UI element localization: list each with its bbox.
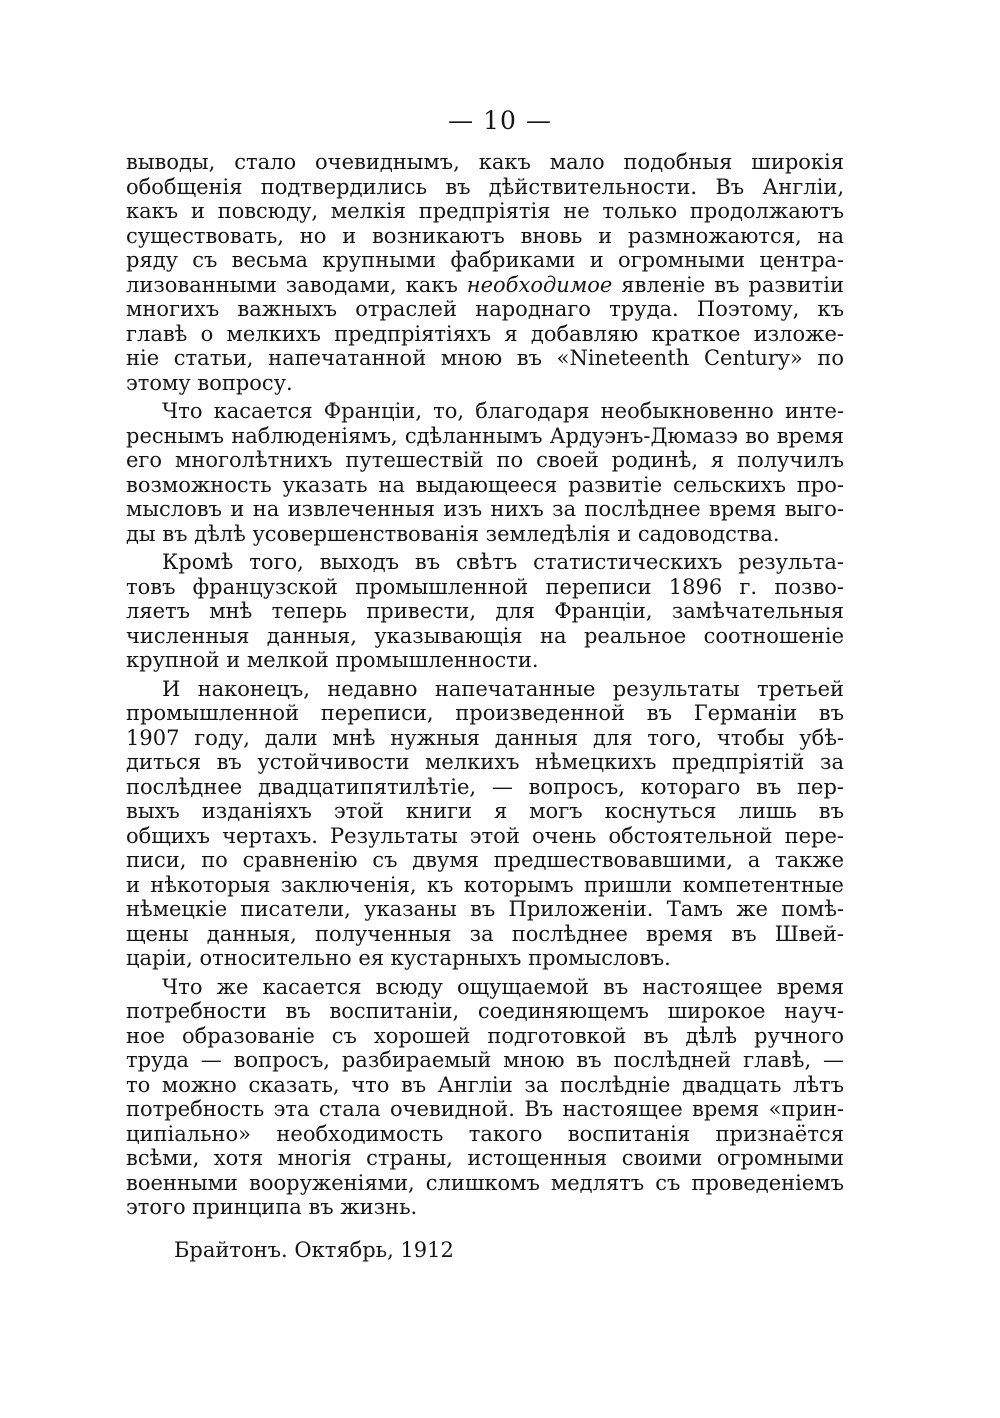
text-line: товъ французской промышленной переписи 1896 г. позво- <box>126 574 844 599</box>
text-line: писи, по сравненію съ двумя предшествовавшими, а также <box>126 848 844 872</box>
text-line: 1907 году, дали мнѣ нужныя данныя для того, чтобы убѣ- <box>126 725 844 750</box>
text-line: ды въ дѣлѣ усовершенствованія земледѣлія и садоводства. <box>126 521 780 546</box>
text-line: военными вооруженіями, слишкомъ медлятъ съ проведеніемъ <box>126 1170 844 1195</box>
text-line: послѣднее двадцатипятилѣтіе, — вопросъ, котораго въ пер- <box>126 774 844 799</box>
text-segment: лизованными заводами, какъ <box>126 272 467 297</box>
text-line: какъ и повсюду, мелкія предпріятія не только продолжаютъ <box>126 199 844 223</box>
text-line: крупной и мелкой промышленности. <box>126 648 539 672</box>
signature-place-date: Брайтонъ. Октябрь, 1912 <box>174 1238 454 1262</box>
emphasized-word: необходимое <box>466 272 613 297</box>
text-line: нѣмецкіе писатели, указаны въ Приложеніи. Тамъ же помѣ- <box>126 897 844 921</box>
text-line: царіи, относительно ея кустарныхъ промысловъ. <box>126 946 671 970</box>
text-line: этому вопросу. <box>126 370 293 395</box>
text-line: то можно сказать, что въ Англіи за послѣдніе двадцать лѣтъ <box>126 1072 844 1097</box>
paragraph <box>126 975 844 1220</box>
text-line: потребность эта стала очевидной. Въ настоящее время «прин- <box>126 1097 844 1121</box>
text-line: Что касается Франціи, то, благодаря необыкновенно инте- <box>162 399 844 423</box>
text-line: ное образованіе съ хорошей подготовкой въ дѣлѣ ручного <box>126 1023 844 1048</box>
text-line: и нѣкоторыя заключенія, къ которымъ пришли компетентные <box>126 872 844 897</box>
text-line: численныя данныя, указывающія на реальное соотношеніе <box>126 623 844 648</box>
text-line: труда — вопросъ, разбираемый мною въ послѣдней главѣ, — <box>126 1048 844 1072</box>
text-line: этого принципа въ жизнь. <box>126 1195 418 1219</box>
text-line: главѣ о мелкихъ предпріятіяхъ я добавляю краткое изложе- <box>126 321 844 346</box>
text-line: существовать, но и возникаютъ вновь и размножаются, на <box>126 223 844 248</box>
text-segment: явленіе въ развитіи <box>612 272 844 297</box>
text-line: ніе статьи, напечатанной мною въ «Nineteenth Century» по <box>126 346 844 370</box>
paragraph <box>126 550 844 673</box>
text-line: обобщенія подтвердились въ дѣйствительности. Въ Англіи, <box>126 174 844 199</box>
text-line: ляетъ мнѣ теперь привести, для Франціи, замѣчательныя <box>126 599 844 623</box>
text-line: общихъ чертахъ. Результаты этой очень обстоятельной пере- <box>126 823 844 848</box>
text-line: многихъ важныхъ отраслей народнаго труда. Поэтому, къ <box>126 297 844 321</box>
text-line: возможность указать на выдающееся развитіе сельскихъ про- <box>126 472 844 497</box>
text-line: потребности въ воспитаніи, соединяющемъ широкое науч- <box>126 999 844 1023</box>
page-number: — 10 — <box>448 106 552 135</box>
text-line: щены данныя, полученныя за послѣднее время въ Швей- <box>126 921 844 946</box>
text-line: ряду съ весьма крупными фабриками и огромными центра- <box>126 248 844 272</box>
text-line: выводы, стало очевиднымъ, какъ мало подобныя широкія <box>126 150 844 174</box>
text-line: мысловъ и на извлеченныя изъ нихъ за послѣднее время выго- <box>126 497 844 521</box>
text-line: реснымъ наблюденіямъ, сдѣланнымъ Ардуэнъ-Дюмазэ во время <box>126 423 844 448</box>
paragraph <box>126 677 844 971</box>
text-line: промышленной переписи, произведенной въ Германіи въ <box>126 701 844 725</box>
text-line: диться въ устойчивости мелкихъ нѣмецкихъ предпріятій за <box>126 750 844 774</box>
text-line: И наконецъ, недавно напечатанные результаты третьей <box>162 676 844 701</box>
text-line: его многолѣтнихъ путешествій по своей родинѣ, я получилъ <box>126 448 844 472</box>
text-line: ципіально» необходимость такого воспитанія признаётся <box>126 1121 844 1146</box>
text-line: всѣми, хотя многія страны, истощенныя своими огромными <box>126 1146 844 1170</box>
text-line <box>126 273 844 298</box>
paragraph <box>126 150 844 395</box>
preface-text <box>126 150 844 1220</box>
text-line: Кромѣ того, выходъ въ свѣтъ статистическихъ результа- <box>162 550 844 574</box>
text-line: выхъ изданіяхъ этой книги я могъ коснуться лишь въ <box>126 799 844 823</box>
text-line: Что же касается всюду ощущаемой въ настоящее время <box>162 974 844 999</box>
paragraph <box>126 399 844 546</box>
